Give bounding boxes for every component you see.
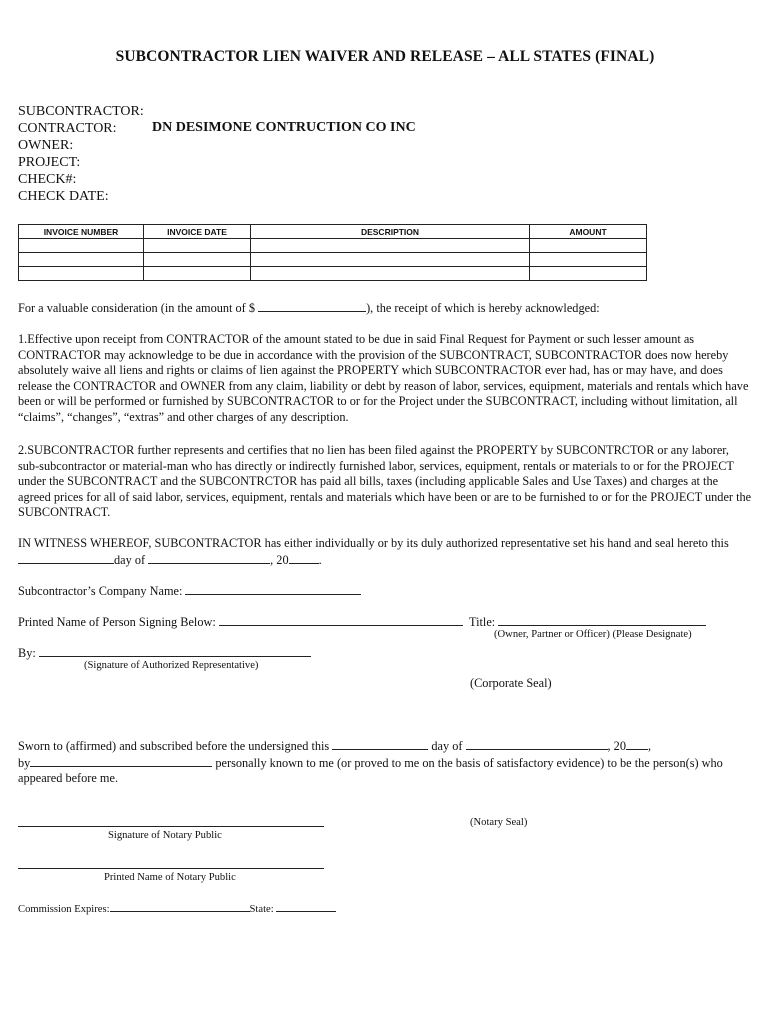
notary-printed-name-label: Printed Name of Notary Public	[104, 872, 236, 883]
signature-blank[interactable]	[39, 645, 311, 657]
sworn-day-blank[interactable]	[332, 738, 428, 750]
witness-paragraph	[18, 536, 753, 568]
sworn-end: ,	[647, 739, 652, 753]
witness-end: .	[318, 552, 322, 567]
owner-label: OWNER:	[18, 138, 74, 153]
printed-name-blank[interactable]	[219, 614, 463, 626]
notary-printed-name-line[interactable]	[18, 868, 324, 869]
table-cell[interactable]	[530, 253, 647, 267]
check-date-label: CHECK DATE:	[18, 189, 109, 204]
company-name-line	[18, 583, 753, 600]
amount-blank[interactable]	[258, 300, 366, 312]
table-row	[19, 267, 647, 281]
contractor-value: DN DESIMONE CONTRUCTION CO INC	[152, 120, 416, 135]
sworn-line3: appeared before me.	[18, 771, 119, 786]
witness-month-blank[interactable]	[148, 552, 270, 564]
sworn-day-of: day of	[431, 739, 463, 753]
title-note: (Owner, Partner or Officer) (Please Designate)	[494, 629, 692, 640]
commission-blank[interactable]	[110, 902, 250, 912]
company-name-blank[interactable]	[185, 583, 361, 595]
table-cell[interactable]	[19, 239, 144, 253]
witness-day-blank[interactable]	[18, 552, 114, 564]
check-number-label: CHECK#:	[18, 172, 77, 187]
consideration-line	[18, 300, 753, 317]
invoice-table-header	[19, 225, 647, 239]
table-cell[interactable]	[530, 239, 647, 253]
table-cell[interactable]	[19, 253, 144, 267]
document-title: SUBCONTRACTOR LIEN WAIVER AND RELEASE – ALL STATES (FINAL)	[115, 48, 655, 65]
column-amount: AMOUNT	[530, 225, 647, 239]
table-cell[interactable]	[530, 267, 647, 281]
column-invoice-date: INVOICE DATE	[144, 225, 251, 239]
sworn-rest: personally known to me (or proved to me on the basis of satisfactory evidence) to be the person(s) who	[215, 755, 723, 770]
table-row	[19, 253, 647, 267]
commission-line	[18, 902, 336, 915]
by-label: By:	[18, 646, 36, 660]
column-description: DESCRIPTION	[251, 225, 530, 239]
witness-text: IN WITNESS WHEREOF, SUBCONTRACTOR has either individually or by its duly authorized representative set his hand and seal hereto this	[18, 536, 729, 550]
sworn-month-blank[interactable]	[466, 738, 608, 750]
witness-day-of: day of	[114, 552, 146, 567]
witness-year-blank[interactable]	[289, 552, 319, 564]
project-label: PROJECT:	[18, 155, 81, 170]
table-cell[interactable]	[251, 253, 530, 267]
state-blank[interactable]	[276, 902, 336, 912]
table-row	[19, 239, 647, 253]
witness-year-prefix: , 20	[270, 552, 289, 567]
state-label: State:	[249, 904, 274, 915]
sworn-by: by	[18, 755, 31, 770]
consideration-prefix: For a valuable consideration (in the amount of $	[18, 301, 255, 315]
table-cell[interactable]	[251, 239, 530, 253]
subcontractor-label: SUBCONTRACTOR:	[18, 104, 144, 119]
company-name-label: Subcontractor’s Company Name:	[18, 584, 183, 598]
table-cell[interactable]	[251, 267, 530, 281]
title-blank[interactable]	[498, 614, 706, 626]
sworn-name-blank[interactable]	[30, 755, 212, 767]
contractor-label: CONTRACTOR:	[18, 121, 117, 136]
consideration-suffix: ), the receipt of which is hereby acknowledged:	[366, 301, 600, 315]
paragraph-2: 2.SUBCONTRACTOR further represents and certifies that no lien has been filed against the PROPERTY by SUBCONTRCTOR or any laborer, sub-subcontractor or material-man who has directly or indirectly furnished labor, services, equipment, rentals or materials to or for the PROJECT under the SUBCONTRACT and the SUBCONTRCTOR has paid all bills, taxes (including applicable Sales and Use Taxes) and charges at the agreed prices for all of said labor, services, equipment, rentals and materials which have been or are to be furnished to or for the PROJECT under the SUBCONTRACT.	[18, 443, 752, 520]
printed-name-label: Printed Name of Person Signing Below:	[18, 615, 216, 629]
table-cell[interactable]	[144, 267, 251, 281]
notary-seal: (Notary Seal)	[470, 817, 528, 828]
table-cell[interactable]	[19, 267, 144, 281]
corporate-seal: (Corporate Seal)	[470, 676, 552, 690]
paragraph-1: 1.Effective upon receipt from CONTRACTOR of the amount stated to be due in said Final Request for Payment or such lesser amount as CONTRACTOR may acknowledge to be due in accordance with the provision of the SUBCONTRACT, SUBCONTRACTOR does now hereby absolutely waive all liens and rights or claims of lien against the PROPERTY which SUBCONTRACTOR ever had, has or may have, and does release the CONTRACTOR and OWNER from any claim, liability or debt by reason of labor, services, equipment, materials and rentals which have been or will be performed or furnished by SUBCONTRACTOR to or for the Project under the SUBCONTRACT, including without limitation, all “claims”, “changes”, “extras” and other charges of any description.	[18, 332, 749, 424]
column-invoice-number: INVOICE NUMBER	[19, 225, 144, 239]
commission-label: Commission Expires:	[18, 904, 110, 915]
sworn-year-prefix: , 20	[607, 739, 626, 753]
table-cell[interactable]	[144, 239, 251, 253]
invoice-table	[18, 224, 647, 281]
notary-signature-label: Signature of Notary Public	[108, 830, 222, 841]
signature-note: (Signature of Authorized Representative)	[84, 660, 259, 671]
notary-signature-line[interactable]	[18, 826, 324, 827]
table-cell[interactable]	[144, 253, 251, 267]
sworn-prefix: Sworn to (affirmed) and subscribed before the undersigned this	[18, 739, 330, 753]
sworn-paragraph	[18, 738, 753, 787]
title-label: Title:	[469, 615, 496, 629]
sworn-year-blank[interactable]	[626, 738, 648, 750]
